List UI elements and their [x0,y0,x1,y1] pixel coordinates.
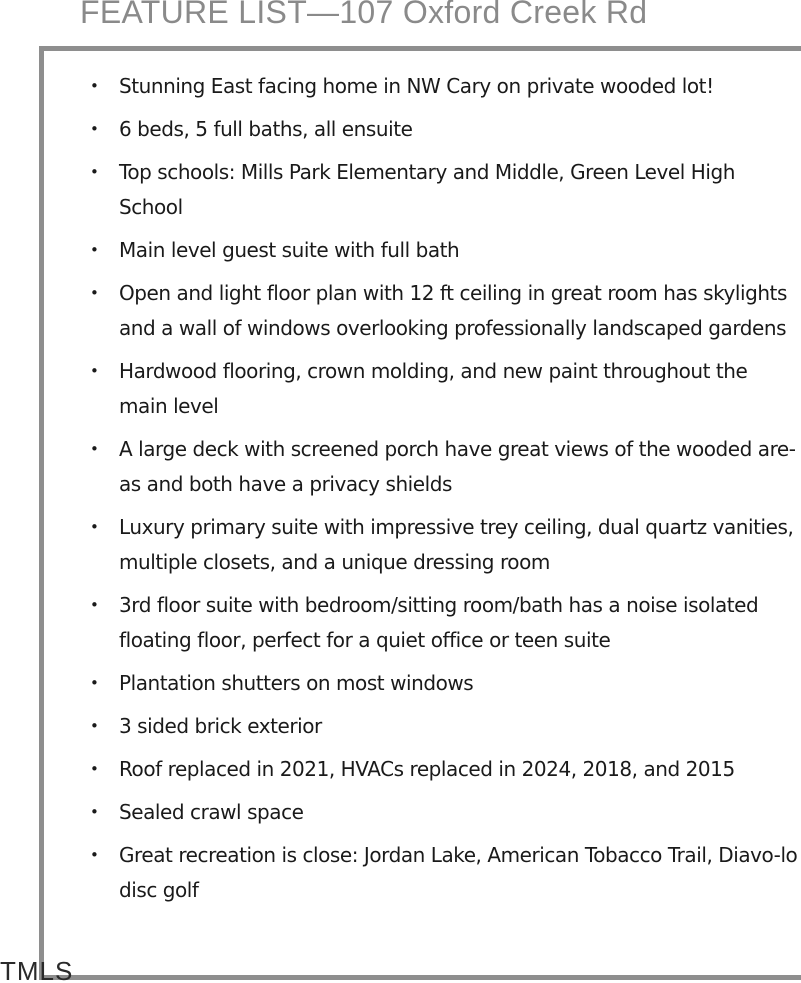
feature-text: Great recreation is close: Jordan Lake, American Tobacco Trail, Diavo-lo disc golf [119,843,798,902]
list-item [89,233,799,268]
bullet-icon: • [90,241,99,259]
feature-text: 3 sided brick exterior [119,714,322,738]
bullet-icon: • [90,440,99,458]
feature-text: Sealed crawl space [119,800,304,824]
list-item [89,354,799,424]
bullet-icon: • [90,717,99,735]
list-item [89,112,799,147]
list-item [89,276,799,346]
bullet-icon: • [90,803,99,821]
list-item [89,432,799,502]
feature-text: Plantation shutters on most windows [119,671,474,695]
list-item [89,69,799,104]
feature-text: Main level guest suite with full bath [119,238,460,262]
feature-text: A large deck with screened porch have great views of the wooded are-as and both have a privacy shields [119,437,796,496]
bullet-icon: • [90,163,99,181]
bullet-icon: • [90,120,99,138]
list-item [89,709,799,744]
bullet-icon: • [90,596,99,614]
feature-text: Roof replaced in 2021, HVACs replaced in 2024, 2018, and 2015 [119,757,735,781]
list-item [89,838,799,908]
feature-text: 3rd floor suite with bedroom/sitting room/bath has a noise isolated floating floor, perfect for a quiet office or teen suite [119,593,759,652]
list-item [89,510,799,580]
feature-text: 6 beds, 5 full baths, all ensuite [119,117,413,141]
feature-text: Top schools: Mills Park Elementary and Middle, Green Level High School [119,160,735,219]
bullet-icon: • [90,846,99,864]
document-title: FEATURE LIST—107 Oxford Creek Rd [80,0,648,30]
bullet-icon: • [90,284,99,302]
feature-text: Luxury primary suite with impressive trey ceiling, dual quartz vanities, multiple closets, and a unique dressing room [119,515,794,574]
list-item [89,795,799,830]
bullet-icon: • [90,760,99,778]
feature-text: Stunning East facing home in NW Cary on private wooded lot! [119,74,714,98]
feature-list-frame [39,46,801,980]
list-item [89,752,799,787]
list-item [89,155,799,225]
bullet-icon: • [90,77,99,95]
feature-text: Hardwood flooring, crown molding, and new paint throughout the main level [119,359,748,418]
list-item [89,666,799,701]
bullet-icon: • [90,362,99,380]
mls-watermark-logo: TMLS [0,956,74,983]
bullet-icon: • [90,518,99,536]
list-item [89,588,799,658]
feature-text: Open and light floor plan with 12 ft ceiling in great room has skylights and a wall of windows overlooking professionally landscaped gardens [119,281,787,340]
feature-list [89,69,799,916]
bullet-icon: • [90,674,99,692]
